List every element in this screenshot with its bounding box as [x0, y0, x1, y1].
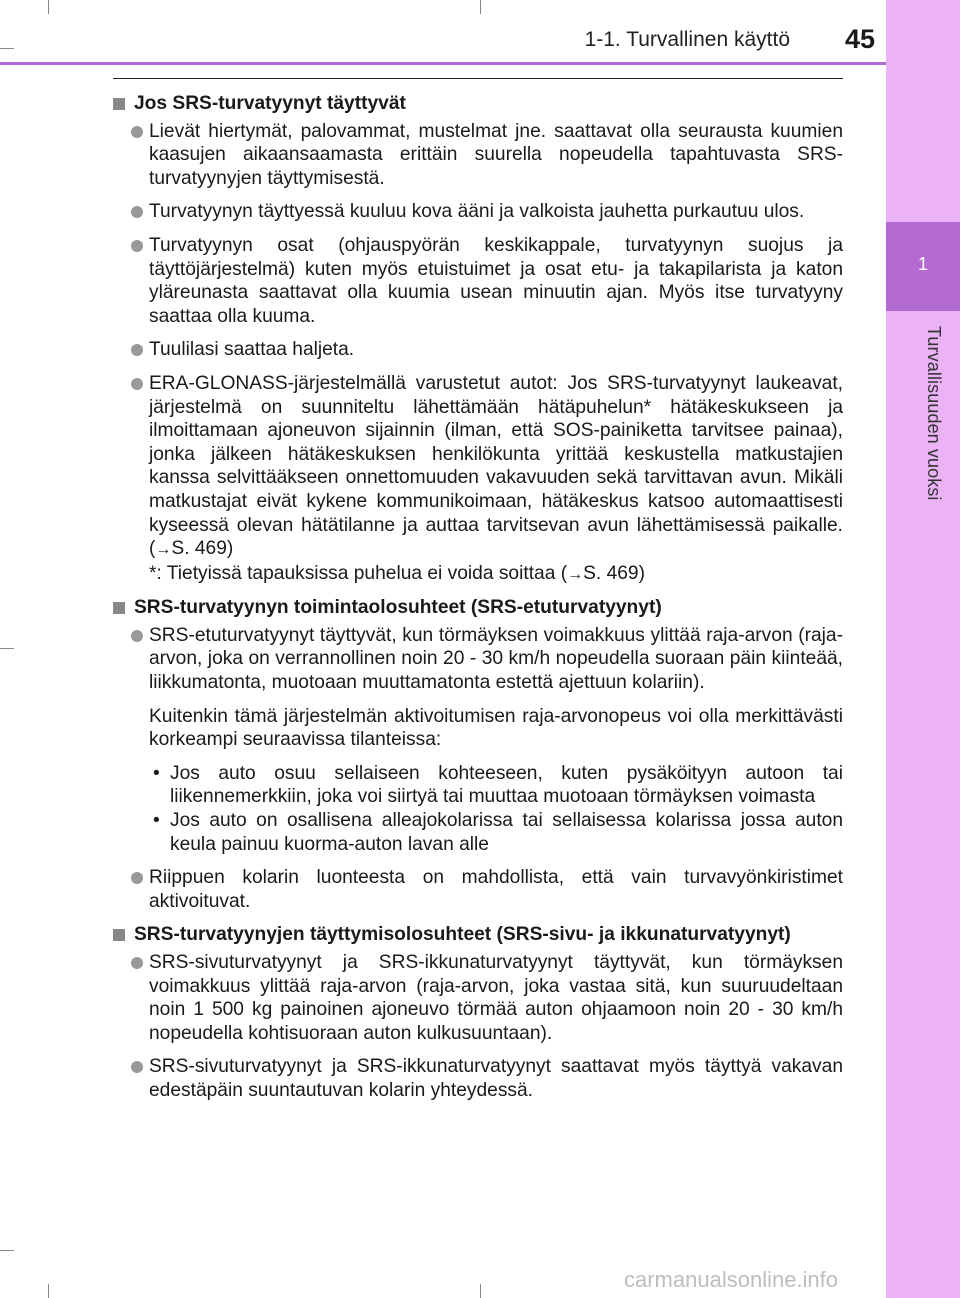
arrow-icon: → — [155, 541, 172, 559]
circle-bullet-icon — [131, 630, 143, 642]
crop-mark — [480, 0, 481, 14]
bullet-icon: • — [153, 810, 160, 832]
crop-mark — [48, 0, 49, 14]
circle-bullet-icon — [131, 206, 143, 218]
section-heading: SRS-turvatyynyn toimintaolosuhteet (SRS-etuturvatyynyt) — [113, 596, 843, 620]
footnote: *: Tietyissä tapauksissa puhelua ei voida soittaa (→S. 469) — [149, 562, 645, 584]
bullet-icon: • — [153, 762, 160, 784]
square-bullet-icon — [113, 929, 125, 941]
square-bullet-icon — [113, 602, 125, 614]
list-item-era-glonass: ERA-GLONASS-järjestelmällä varustetut autot: Jos SRS-turvatyynyt laukeavat, järjestelmä on suunniteltu lähettämään hätäpuhelun* hätäkeskukseen ja ilmoittamaan ajoneuvon sijainnin (ilman, että SOS-painiketta tarvitsee painaa), jonka jälkeen hätäkeskuksen henkilökunta yrittää keskustella matkustajien kanssa selvittääkseen onnettomuuden vakavuuden sekä tarvittavan avun. Mikäli matkustajat eivät kykene kommunikoimaan, hätäkeskus katsoo automaattisesti kyseessä olevan hätätilanne ja auttaa tarvitsevan avun lähettämisessä paikalle. (→S. 469) *: Tietyissä tapauksissa puhelua ei voida soittaa (→S. 469) — [113, 372, 843, 586]
circle-bullet-icon — [131, 344, 143, 356]
list-item: Turvatyynyn osat (ohjauspyörän keskikappale, turvatyynyn suojus ja täyttöjärjestelmä) kuten myös etuistuimet ja osat etu- ja takapilarista ja katon yläreunasta saattavat olla kuumia usean minuutin ajan. Myös itse turvatyyny saattaa olla kuuma. — [113, 234, 843, 328]
page-reference-link[interactable]: S. 469) — [583, 562, 645, 584]
list-item: SRS-sivuturvatyynyt ja SRS-ikkunaturvatyynyt täyttyvät, kun törmäyksen voimakkuus ylittää raja-arvon (raja-arvon, joka vastaa sitä, kun suuruudeltaan noin 1 500 kg painoinen ajoneuvo törmää auton ohjaamoon noin 20 - 30 km/h nopeudella kohtisuoraan auton kulkusuuntaan). — [113, 951, 843, 1045]
list-item: Tuulilasi saattaa haljeta. — [113, 338, 843, 362]
list-item: SRS-etuturvatyynyt täyttyvät, kun törmäyksen voimakkuus ylittää raja-arvon (raja-arvon, joka on verrannollinen noin 20 - 30 km/h nopeudella suoraan päin kiinteää, liikkumatonta, muotoaan muuttamatonta estettä ajettuun kolariin). — [113, 624, 843, 695]
page-content — [113, 92, 843, 1113]
list-item: Riippuen kolarin luonteesta on mahdollista, että vain turvavyönkiristimet aktivoituvat. — [113, 866, 843, 913]
list-item: Lievät hiertymät, palovammat, mustelmat jne. saattavat olla seurausta kuumien kaasujen aikaansaamasta erittäin suurella nopeudella tapahtuvasta SRS-turvatyynyjen täyttymisestä. — [113, 120, 843, 191]
page-number: 45 — [844, 24, 875, 54]
circle-bullet-icon — [131, 957, 143, 969]
sub-list-item: • Jos auto on osallisena alleajokolarissa tai sellaisessa kolarissa jossa auton keula painuu kuorma-auton lavan alle — [153, 810, 843, 855]
list-item: Turvatyynyn täyttyessä kuuluu kova ääni ja valkoista jauhetta purkautuu ulos. — [113, 200, 843, 224]
header-divider — [0, 62, 886, 65]
crop-mark — [0, 48, 14, 49]
chapter-tab — [886, 0, 960, 1298]
watermark: carmanualsonline.info — [624, 1267, 839, 1292]
crop-mark — [0, 648, 14, 649]
list-item: SRS-sivuturvatyynyt ja SRS-ikkunaturvatyynyt saattavat myös täyttyä vakavan edestäpäin suuntautuvan kolarin yhteydessä. — [113, 1055, 843, 1102]
arrow-icon: → — [567, 565, 584, 583]
circle-bullet-icon — [131, 126, 143, 138]
circle-bullet-icon — [131, 872, 143, 884]
section-heading: Jos SRS-turvatyynyt täyttyvät — [113, 92, 843, 116]
chapter-number: 1 — [917, 254, 928, 274]
square-bullet-icon — [113, 98, 125, 110]
crop-mark — [480, 1284, 481, 1298]
paragraph: Kuitenkin tämä järjestelmän aktivoitumisen raja-arvonopeus voi olla merkittävästi korkeampi seuraavissa tilanteissa: — [149, 705, 843, 751]
circle-bullet-icon — [131, 1061, 143, 1073]
circle-bullet-icon — [131, 240, 143, 252]
sub-list-item: • Jos auto osuu sellaiseen kohteeseen, kuten pysäköityyn autoon tai liikennemerkkiin, joka voi siirtyä tai muuttaa muotoaan törmäyksen voimasta — [153, 762, 843, 808]
chapter-label: Turvallisuuden vuoksi — [924, 326, 944, 501]
crop-mark — [48, 1284, 49, 1298]
content-top-rule — [113, 78, 843, 79]
crop-mark — [0, 1250, 14, 1251]
section-heading: SRS-turvatyynyjen täyttymisolosuhteet (SRS-sivu- ja ikkunaturvatyynyt) — [113, 923, 843, 947]
circle-bullet-icon — [131, 378, 143, 390]
page-reference-link[interactable]: S. 469) — [171, 538, 234, 560]
section-title: 1-1. Turvallinen käyttö — [584, 28, 790, 51]
